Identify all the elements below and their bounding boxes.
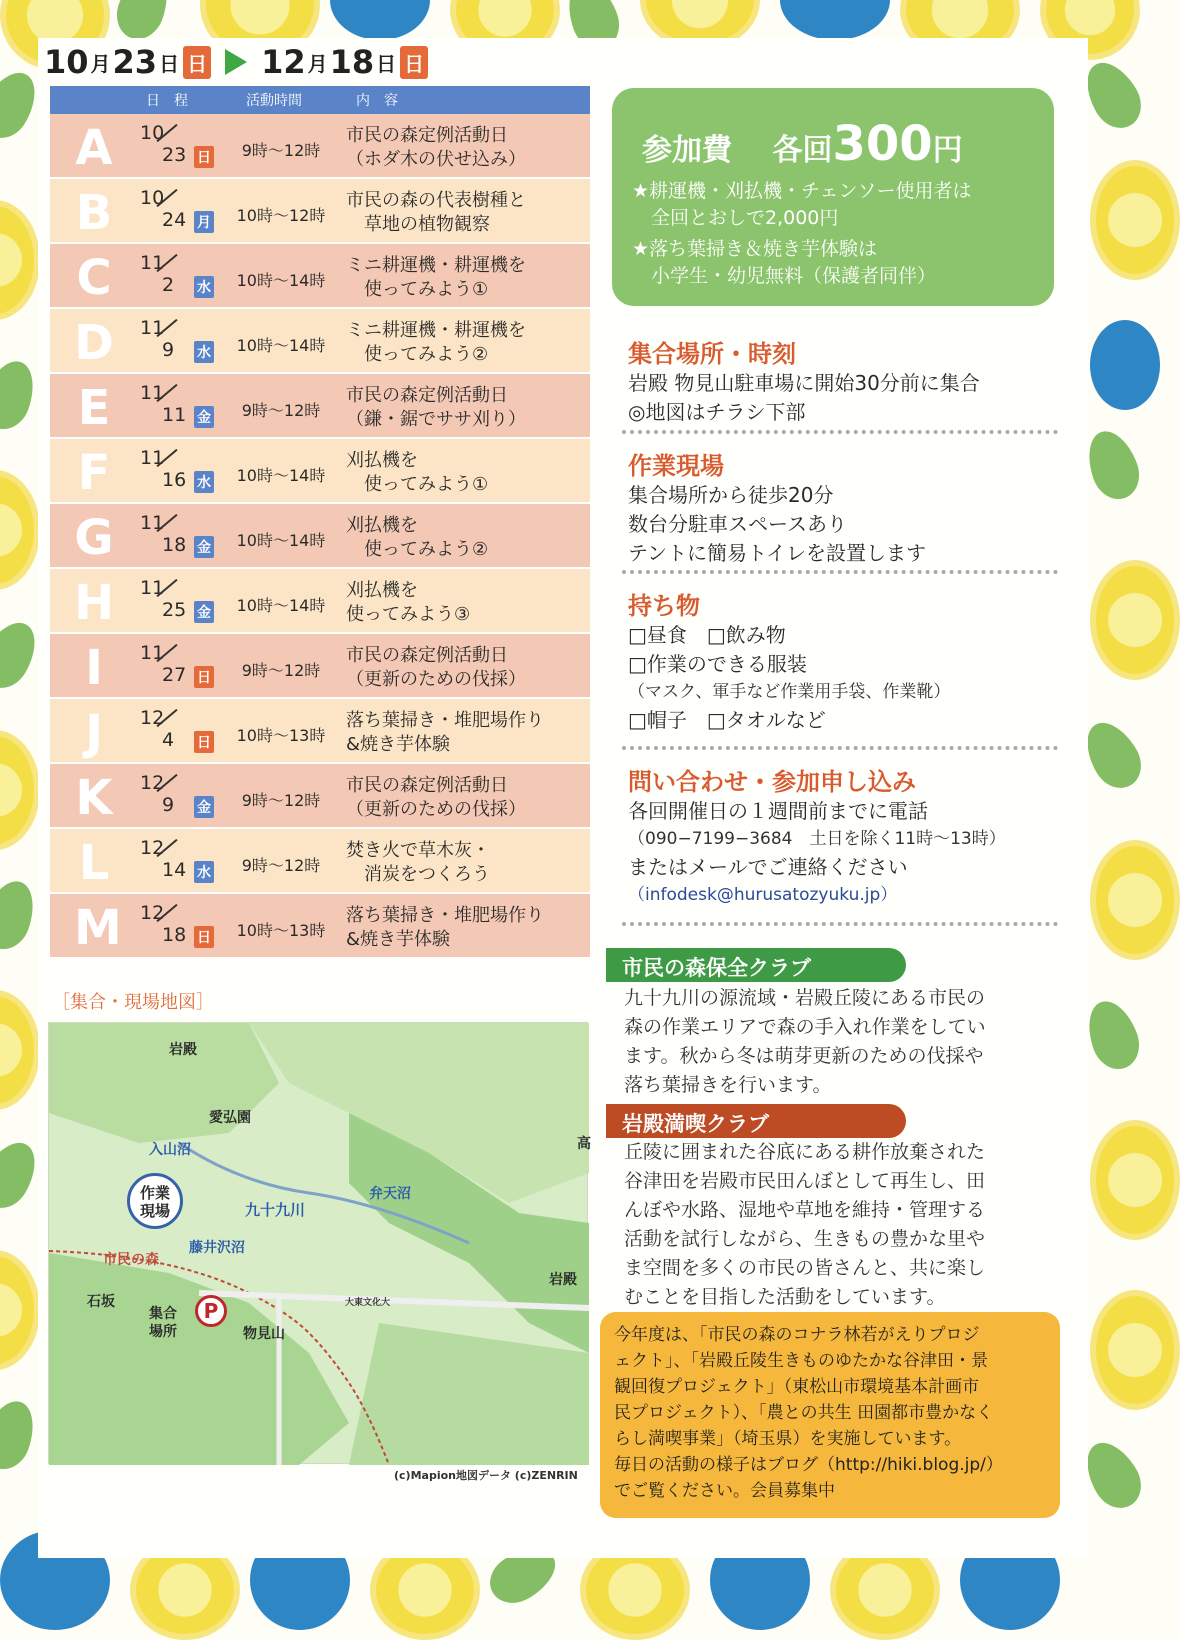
- row-description: ミニ耕運機・耕運機を 使ってみよう①: [346, 255, 526, 300]
- map-place-bentennuma: 弁天沼: [369, 1186, 411, 1202]
- row-letter: K: [75, 770, 113, 826]
- row-day: 23: [162, 144, 187, 166]
- map-credit: (c)Mapion地図データ (c)ZENRIN: [394, 1469, 578, 1482]
- meeting-section: [628, 334, 1058, 427]
- site-section: [628, 446, 1058, 568]
- row-time: 10時〜14時: [236, 596, 326, 615]
- contact-email-link[interactable]: （infodesk@hurusatozyuku.jp）: [628, 885, 898, 905]
- fee-heading: [642, 116, 963, 172]
- row-month: 12: [140, 837, 165, 859]
- table-body: [50, 114, 590, 959]
- club-shiminnomori-body: 九十九川の源流域・岩殿丘陵にある市民の 森の作業エリアで森の手入れ作業をしてい ます。秋から冬は萌芽更新のための伐採や 落ち葉掃きを行います。: [624, 987, 986, 1096]
- club-iwadono-body: 丘陵に囲まれた谷底にある耕作放棄された 谷津田を岩殿市民田んぼとして再生し、田 んぼや水路、湿地や草地を維持・管理する 活動を試行しながら、生きもの豊かな里や ま空間を多くの市民の皆さんと、共に楽し むことを目指した活動をしています。: [624, 1141, 986, 1308]
- divider: [622, 922, 1058, 926]
- table-row: [50, 179, 590, 244]
- fee-amount: 300: [832, 116, 933, 172]
- row-letter: M: [74, 900, 122, 956]
- map-place-taka: 高: [577, 1136, 591, 1152]
- row-letter: L: [78, 835, 110, 891]
- meeting-body: 岩殿 物見山駐車場に開始30分前に集合 ◎地図はチラシ下部: [628, 371, 980, 424]
- area-map: [48, 1022, 591, 1464]
- row-time: 9時〜12時: [241, 401, 321, 420]
- site-title: 作業現場: [628, 452, 724, 480]
- row-time: 10時〜13時: [236, 921, 326, 940]
- start-weekday: 日: [183, 46, 211, 79]
- divider: [622, 430, 1058, 434]
- fee-note-children: ★落ち葉掃き＆焼き芋体験は 小学生・幼児無料（保護者同伴）: [632, 238, 937, 287]
- table-row: [50, 829, 590, 894]
- table-row: [50, 439, 590, 504]
- projects-note-text: 今年度は、「市民の森のコナラ林若がえりプロジ ェクト」、「岩殿丘陵生きものゆたかな谷津田・景 観回復プロジェクト」（東松山市環境基本計画市 民プロジェクト）、「農との共生 田園都市豊かなく らし満喫事業」（埼玉県）を実施しています。 毎日の活動の様子はブログ（http://hiki.blog.jp/） でご覧ください。会員募集中: [614, 1325, 1003, 1501]
- items-list-2: □帽子 □タオルなど: [628, 708, 826, 732]
- row-weekday: 金: [194, 536, 214, 558]
- table-row: [50, 374, 590, 439]
- row-time: 10時〜13時: [236, 726, 326, 745]
- end-month: 12: [261, 43, 306, 81]
- items-title: 持ち物: [628, 592, 700, 620]
- map-place-iwadono: 岩殿: [169, 1042, 197, 1058]
- contact-phone: （090−7199−3684 土日を除く11時〜13時）: [628, 829, 1006, 849]
- row-day: 11: [162, 404, 187, 426]
- arrow-right-icon: [225, 49, 247, 75]
- row-weekday: 金: [194, 796, 214, 818]
- header-time: 活動時間: [246, 93, 302, 109]
- row-month: 11: [140, 512, 165, 534]
- row-time: 10時〜14時: [236, 336, 326, 355]
- end-weekday: 日: [400, 46, 428, 79]
- row-time: 10時〜14時: [236, 466, 326, 485]
- table-row: [50, 569, 590, 634]
- start-day: 23: [112, 43, 158, 81]
- parking-icon: P: [195, 1295, 227, 1327]
- items-section: [628, 586, 1058, 735]
- row-month: 10: [140, 187, 165, 209]
- schedule-table: [50, 86, 590, 959]
- row-day: 25: [162, 599, 187, 621]
- row-time: 10時〜12時: [236, 206, 326, 225]
- row-letter: F: [77, 445, 111, 501]
- items-note: （マスク、軍手など作業用手袋、作業靴）: [628, 682, 951, 702]
- row-weekday: 水: [194, 861, 214, 883]
- row-description: 焚き火で草木灰・ 消炭をつくろう: [346, 840, 490, 885]
- row-time: 10時〜14時: [236, 271, 326, 290]
- row-description: 刈払機を 使ってみよう③: [346, 580, 471, 625]
- row-month: 11: [140, 382, 165, 404]
- projects-note: [600, 1312, 1060, 1518]
- month-unit: 月: [307, 51, 328, 76]
- map-place-daito: 大東文化大: [345, 1298, 391, 1308]
- row-month: 11: [140, 252, 165, 274]
- row-time: 9時〜12時: [241, 791, 321, 810]
- map-place-iriyamanuma: 入山沼: [149, 1142, 191, 1158]
- row-day: 27: [162, 664, 187, 686]
- table-row: [50, 504, 590, 569]
- row-weekday: 金: [194, 406, 214, 428]
- row-letter: J: [85, 705, 103, 761]
- row-day: 9: [162, 794, 175, 816]
- row-description: 落ち葉掃き・堆肥場作り &焼き芋体験: [346, 710, 544, 755]
- map-place-monomiyama: 物見山: [243, 1326, 285, 1342]
- row-letter: B: [75, 185, 113, 241]
- row-time: 9時〜12時: [241, 141, 321, 160]
- meeting-title: 集合場所・時刻: [628, 340, 796, 368]
- row-letter: A: [75, 120, 113, 176]
- row-weekday: 金: [194, 601, 214, 623]
- row-description: 市民の森定例活動日 （更新のための伐採）: [346, 775, 526, 820]
- row-letter: H: [74, 575, 115, 631]
- map-meeting-place: 集合 場所: [149, 1306, 177, 1340]
- row-month: 10: [140, 122, 165, 144]
- row-description: 市民の森定例活動日 （更新のための伐採）: [346, 645, 526, 690]
- end-day: 18: [329, 43, 375, 81]
- row-description: 刈払機を 使ってみよう②: [346, 515, 489, 560]
- row-day: 14: [162, 859, 187, 881]
- row-weekday: 日: [194, 146, 214, 168]
- row-month: 11: [140, 642, 165, 664]
- row-description: 落ち葉掃き・堆肥場作り &焼き芋体験: [346, 905, 544, 950]
- map-place-aikoen: 愛弘園: [209, 1110, 251, 1126]
- row-weekday: 水: [194, 341, 214, 363]
- row-month: 11: [140, 577, 165, 599]
- row-weekday: 水: [194, 276, 214, 298]
- fee-note-machines: ★耕運機・刈払機・チェンソー使用者は 全回とおしで2,000円: [632, 180, 972, 229]
- row-letter: D: [74, 315, 114, 371]
- row-month: 11: [140, 447, 165, 469]
- row-day: 18: [162, 534, 187, 556]
- row-time: 9時〜12時: [241, 661, 321, 680]
- table-row: [50, 764, 590, 829]
- table-row: [50, 244, 590, 309]
- row-day: 4: [162, 729, 175, 751]
- map-place-fujisawanuma: 藤井沢沼: [189, 1240, 245, 1256]
- map-place-ishizaka: 石坂: [87, 1294, 115, 1310]
- row-day: 24: [162, 209, 187, 231]
- row-description: 市民の森の代表樹種と 草地の植物観察: [346, 190, 526, 235]
- row-weekday: 日: [194, 731, 214, 753]
- table-row: [50, 699, 590, 764]
- table-row: [50, 634, 590, 699]
- row-day: 2: [162, 274, 175, 296]
- site-body: 集合場所から徒歩20分 数台分駐車スペースあり テントに簡易トイレを設置します: [628, 483, 926, 565]
- header-content: 内 容: [356, 93, 398, 109]
- table-header: [50, 86, 590, 114]
- row-day: 16: [162, 469, 187, 491]
- table-row: [50, 309, 590, 374]
- map-place-iwadono-east: 岩殿: [549, 1272, 577, 1288]
- month-unit: 月: [90, 51, 111, 76]
- row-time: 10時〜14時: [236, 531, 326, 550]
- divider: [622, 746, 1058, 750]
- row-letter: C: [76, 250, 112, 306]
- row-weekday: 水: [194, 471, 214, 493]
- row-day: 18: [162, 924, 187, 946]
- table-row: [50, 894, 590, 959]
- row-month: 11: [140, 317, 165, 339]
- contact-title: 問い合わせ・参加申し込み: [628, 768, 916, 796]
- row-weekday: 日: [194, 666, 214, 688]
- map-work-site-marker: 作業 現場: [127, 1173, 183, 1229]
- contact-deadline: 各回開催日の１週間前までに電話: [628, 799, 928, 823]
- header-schedule: 日 程: [146, 93, 188, 109]
- club-shiminnomori-title: 市民の森保全クラブ: [606, 948, 906, 982]
- row-day: 9: [162, 339, 175, 361]
- row-month: 12: [140, 707, 165, 729]
- contact-section: [628, 762, 1058, 909]
- row-time: 9時〜12時: [241, 856, 321, 875]
- map-place-shiminnomori: 市民の森: [103, 1252, 159, 1268]
- row-weekday: 月: [194, 211, 214, 233]
- row-letter: E: [77, 380, 111, 436]
- row-month: 12: [140, 772, 165, 794]
- club-iwadono-title: 岩殿満喫クラブ: [606, 1104, 906, 1138]
- divider: [622, 570, 1058, 574]
- map-place-tsukumogawa: 九十九川: [245, 1201, 306, 1219]
- date-range-header: [44, 42, 428, 82]
- table-row: [50, 114, 590, 179]
- day-unit: 日: [159, 51, 180, 76]
- start-month: 10: [44, 43, 89, 81]
- map-terrain: [49, 1023, 589, 1465]
- row-description: 市民の森定例活動日 （ホダ木の伏せ込み）: [346, 125, 526, 170]
- day-unit: 日: [376, 51, 397, 76]
- fee-yen: 円: [932, 133, 963, 168]
- map-label: ［集合・現場地図］: [52, 992, 214, 1013]
- row-description: 市民の森定例活動日 （鎌・鋸でササ刈り）: [346, 385, 526, 430]
- fee-title: 参加費 各回: [642, 133, 833, 168]
- row-description: 刈払機を 使ってみよう①: [346, 450, 489, 495]
- row-weekday: 日: [194, 926, 214, 948]
- contact-email-note: またはメールでご連絡ください: [628, 855, 908, 879]
- row-letter: G: [74, 510, 114, 566]
- fee-box: [612, 88, 1054, 306]
- row-letter: I: [85, 640, 103, 696]
- row-month: 12: [140, 902, 165, 924]
- items-list-1: □昼食 □飲み物 □作業のできる服装: [628, 623, 807, 676]
- row-description: ミニ耕運機・耕運機を 使ってみよう②: [346, 320, 526, 365]
